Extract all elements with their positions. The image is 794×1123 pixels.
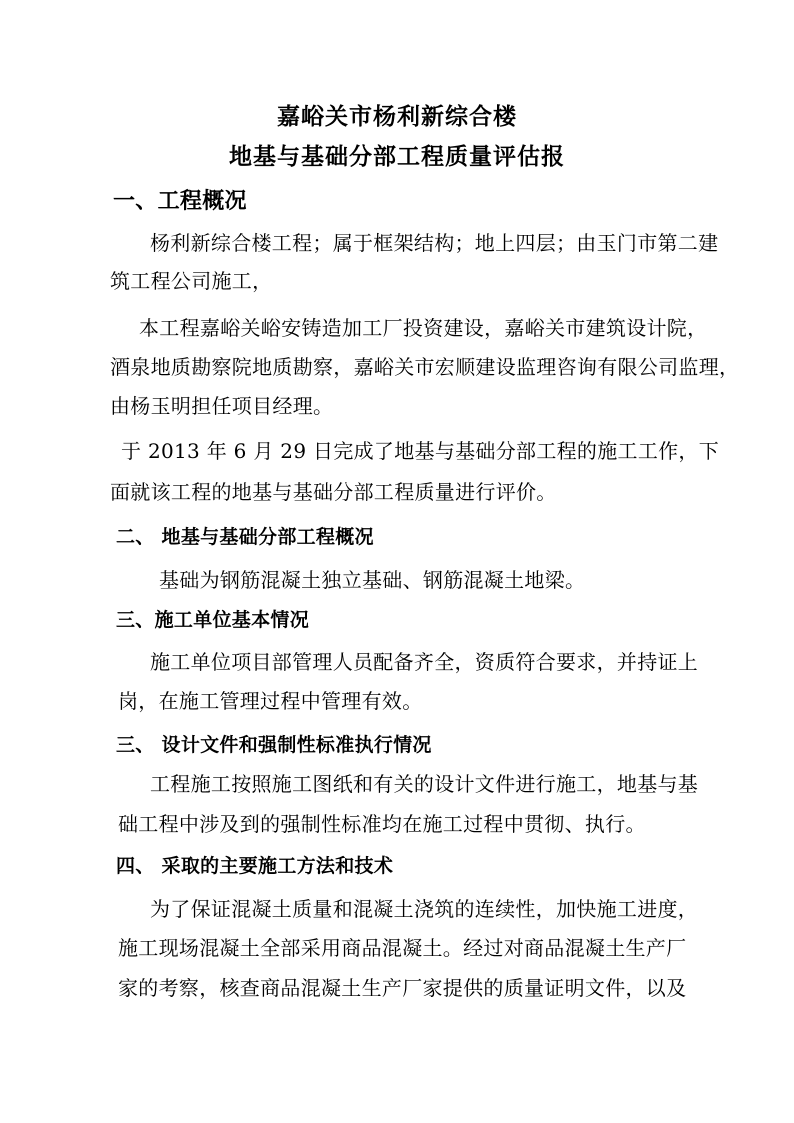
document-title-line-2: 地基与基础分部工程质量评估报 (229, 143, 565, 170)
paragraph-line: 施工现场混凝土全部采用商品混凝土。经过对商品混凝土生产厂 (118, 936, 687, 960)
paragraph-line: 筑工程公司施工， (110, 269, 273, 293)
section-heading-standards: 三、 设计文件和强制性标准执行情况 (116, 734, 432, 756)
paragraph-line: 酒泉地质勘察院地质勘察，嘉峪关市宏顺建设监理咨询有限公司监理， (110, 355, 740, 379)
paragraph-line: 础工程中涉及到的强制性标准均在施工过程中贯彻、执行。 (118, 812, 646, 836)
paragraph-line: 于 2013 年 6 月 29 日完成了地基与基础分部工程的施工工作，下 (121, 439, 720, 463)
paragraph-line: 为了保证混凝土质量和混凝土浇筑的连续性，加快施工进度， (150, 897, 699, 921)
document-title-line-1: 嘉峪关市杨利新综合楼 (277, 103, 517, 130)
section-heading-overview: 一、工程概况 (113, 188, 247, 214)
paragraph-line: 工程施工按照施工图纸和有关的设计文件进行施工，地基与基 (150, 772, 699, 796)
paragraph-line: 岗，在施工管理过程中管理有效。 (118, 689, 423, 713)
paragraph-line: 面就该工程的地基与基础分部工程质量进行评价。 (110, 480, 557, 504)
paragraph-line: 家的考察，核查商品混凝土生产厂家提供的质量证明文件，以及 (118, 976, 687, 1000)
paragraph-line: 基础为钢筋混凝土独立基础、钢筋混凝土地梁。 (159, 568, 586, 592)
paragraph-line: 由杨玉明担任项目经理。 (110, 394, 334, 418)
section-heading-contractor: 三、施工单位基本情况 (116, 609, 310, 631)
section-heading-foundation: 二、 地基与基础分部工程概况 (116, 526, 374, 548)
paragraph-line: 施工单位项目部管理人员配备齐全，资质符合要求，并持证上 (150, 650, 699, 674)
section-heading-methods: 四、 采取的主要施工方法和技术 (116, 855, 394, 877)
paragraph-line: 杨利新综合楼工程；属于框架结构；地上四层；由玉门市第二建 (150, 231, 719, 255)
paragraph-line: 本工程嘉峪关峪安铸造加工厂投资建设，嘉峪关市建筑设计院， (139, 316, 708, 340)
